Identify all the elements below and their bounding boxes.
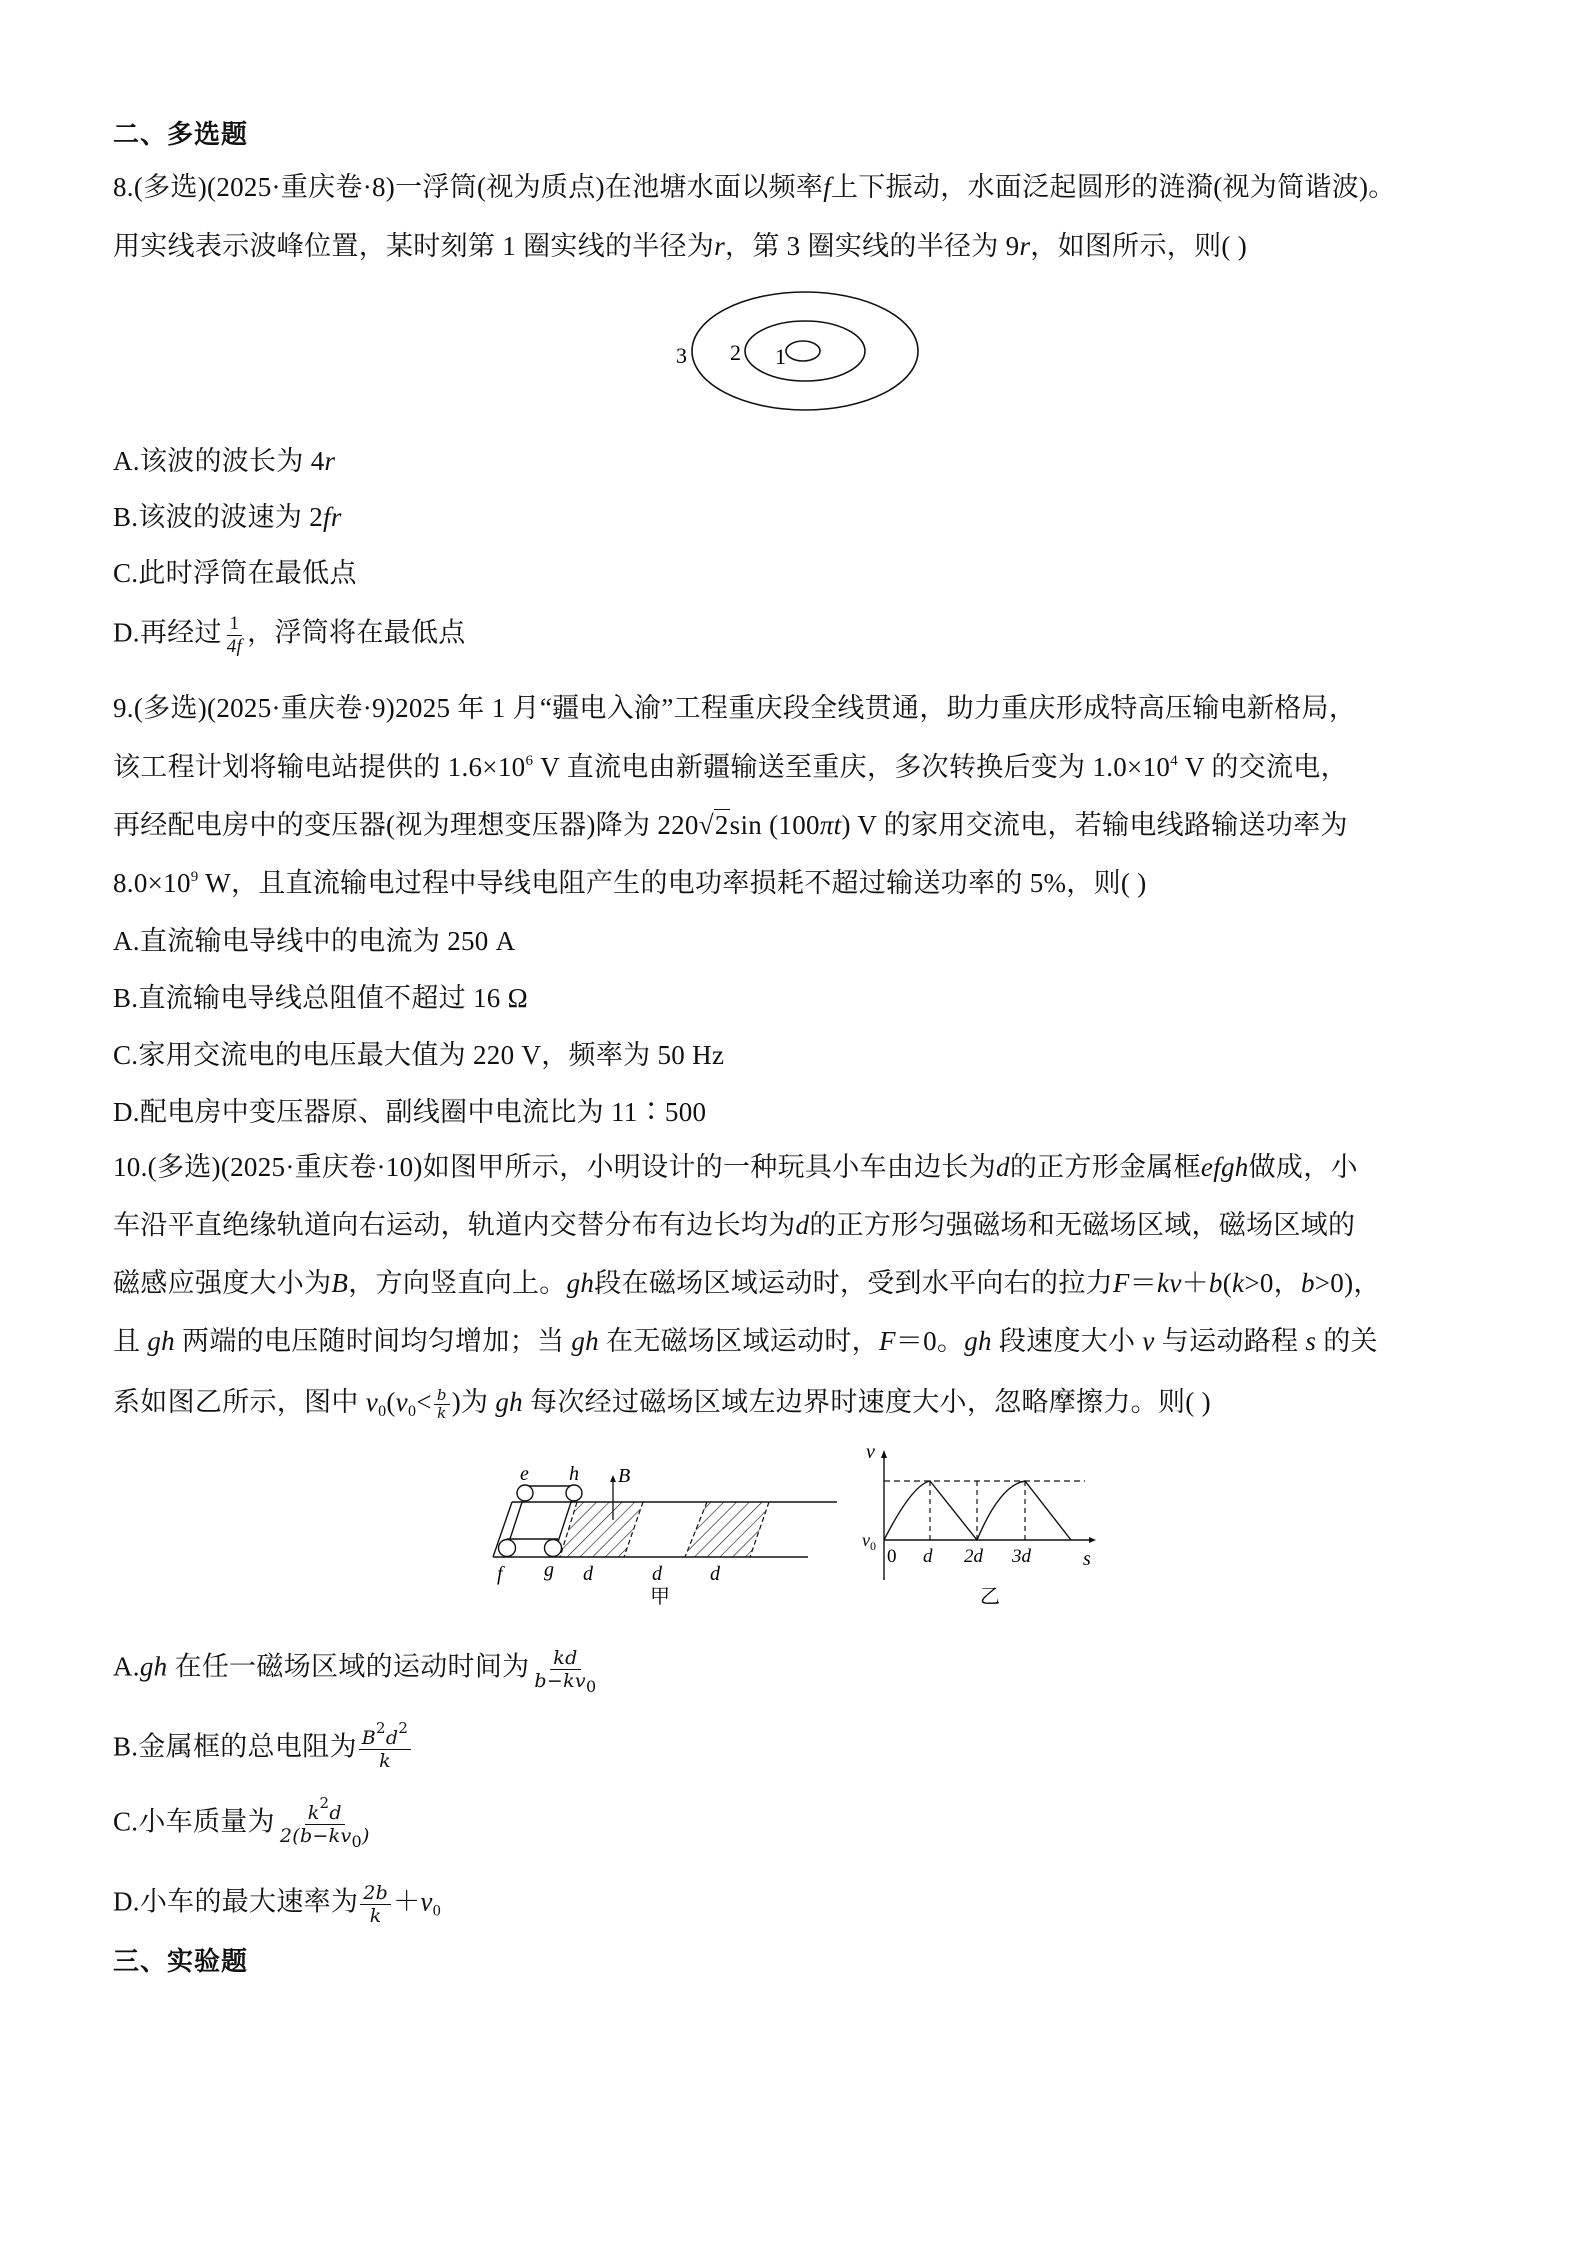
q10-text: >0)， (1314, 1268, 1381, 1298)
q8-text: ，第 3 圈实线的半径为 9 (725, 231, 1020, 261)
var-efgh: efgh (1200, 1152, 1249, 1182)
frac-numerator: 1 (227, 614, 243, 636)
var-gh: gh (139, 1651, 168, 1682)
radicand: 2 (714, 810, 729, 840)
option-text: A. (113, 1651, 140, 1682)
figure-caption-yi: 乙 (980, 1586, 1000, 1608)
svg-text:v: v (866, 1441, 875, 1463)
q8-text: 上下振动，水面泛起圆形的涟漪(视为简谐波)。 (831, 172, 1396, 202)
paren: ( (386, 1387, 396, 1417)
q10-text: 磁感应强度大小为 (113, 1268, 332, 1298)
q10-text: >0， (1244, 1268, 1301, 1298)
frac-var: B (361, 1727, 377, 1749)
fraction-b-over-k (434, 1388, 450, 1421)
plus: ＋ (1181, 1268, 1209, 1298)
q10-stem-line-3 (113, 1266, 1381, 1300)
q8-option-d[interactable] (113, 614, 466, 657)
exponent: 2 (376, 1719, 386, 1737)
option-text: 在任一磁场区域的运动时间为 (167, 1651, 530, 1682)
frac-denominator: 4f (226, 636, 243, 657)
q10-stem-line-1 (113, 1150, 1358, 1184)
q8-text: ，如图所示，则( ) (1030, 231, 1248, 261)
q10-text: ＝0。 (895, 1326, 965, 1356)
var-gh: gh (566, 1268, 595, 1298)
var-r: r (1019, 231, 1031, 261)
q10-text: 且 (113, 1326, 141, 1356)
frac-var: d (385, 1727, 399, 1749)
q10-option-d[interactable] (113, 1883, 441, 1926)
svg-text:2d: 2d (964, 1546, 983, 1567)
q10-text: 两端的电压随时间均匀增加；当 (182, 1326, 565, 1356)
q9-text: 再经配电房中的变压器(视为理想变压器)降为 220 (113, 810, 699, 840)
fraction-1-over-4f (224, 614, 245, 657)
section-heading-experiment: 三、实验题 (113, 1947, 249, 1977)
q9-text: V 的交流电， (1178, 752, 1348, 782)
magnetic-region-1 (560, 1502, 643, 1557)
figure-caption-jia: 甲 (650, 1586, 670, 1608)
q8-option-c[interactable] (113, 556, 357, 590)
var-v: v (1142, 1326, 1155, 1356)
option-text: ，浮筒将在最低点 (247, 617, 466, 648)
svg-text:d: d (710, 1563, 720, 1585)
ripple-label-2: 2 (730, 340, 741, 365)
q10-option-b[interactable] (113, 1719, 413, 1772)
var-kv: kv (1157, 1268, 1182, 1298)
option-text: C.小车质量为 (113, 1806, 275, 1837)
frac-denominator: k (369, 1905, 382, 1927)
var-v: v (365, 1387, 379, 1417)
var-gh: gh (147, 1326, 175, 1356)
q9-text: sin (100 (729, 810, 820, 840)
var-d: d (996, 1152, 1010, 1182)
exponent: 4 (1170, 753, 1178, 769)
frac-numerator: 2b (360, 1883, 391, 1905)
q10-text: 与运动路程 (1161, 1326, 1299, 1356)
q8-text: 8.(多选)(2025·重庆卷·8)一浮筒(视为质点)在池塘水面以频率 (113, 172, 824, 202)
subscript: 0 (432, 1902, 442, 1920)
wheel-e (517, 1485, 533, 1501)
q10-text: 的正方形金属框 (1009, 1152, 1201, 1182)
subscript: 0 (351, 1832, 362, 1851)
q8-option-b[interactable] (113, 500, 342, 534)
fraction-mass (277, 1794, 373, 1851)
equals: ＝ (1129, 1268, 1158, 1298)
q10-text: 段在磁场区域运动时，受到水平向右的拉力 (594, 1268, 1113, 1298)
q10-text: ，方向竖直向上。 (348, 1268, 567, 1298)
svg-text:e: e (520, 1463, 529, 1485)
var-r: r (324, 446, 336, 476)
q9-stem-line-3 (113, 808, 1348, 842)
q9-text: 8.0×10 (113, 868, 191, 898)
q8-option-a[interactable] (113, 444, 335, 478)
var-gh: gh (964, 1326, 992, 1356)
paren: ) (361, 1825, 370, 1847)
frac-var: k (307, 1802, 320, 1824)
frac-denominator: k (379, 1750, 391, 1772)
var-v: v (395, 1387, 408, 1417)
q9-option-c[interactable]: C.家用交流电的电压最大值为 220 V，频率为 50 Hz (113, 1040, 725, 1070)
fraction-time (531, 1647, 599, 1696)
q8-stem-line-1 (113, 170, 1396, 204)
var-fr: fr (323, 502, 342, 532)
svg-text:s: s (1083, 1548, 1091, 1570)
subscript: 0 (585, 1677, 597, 1696)
wheel-f (499, 1540, 516, 1557)
q10-text: 段速度大小 (998, 1326, 1136, 1356)
var-pi-t: πt (819, 810, 842, 840)
option-text: A.该波的波长为 4 (113, 446, 325, 476)
option-text: C.此时浮筒在最低点 (113, 558, 357, 588)
var-r: r (714, 231, 726, 261)
ripple-circle-2 (745, 321, 865, 381)
var-b: b (1300, 1268, 1315, 1298)
svg-text:B: B (618, 1465, 631, 1487)
ripple-circle-3 (692, 292, 918, 410)
velocity-distance-graph (860, 1440, 1120, 1620)
subscript: 0 (378, 1403, 387, 1420)
q10-text: 在无磁场区域运动时， (605, 1326, 879, 1356)
var-gh: gh (571, 1326, 599, 1356)
q9-option-a[interactable]: A.直流输电导线中的电流为 250 A (113, 926, 516, 956)
var-F: F (1112, 1268, 1130, 1298)
q9-option-d[interactable]: D.配电房中变压器原、副线圈中电流比为 11∶500 (113, 1097, 707, 1127)
svg-text:d: d (652, 1563, 662, 1585)
q10-text: 的正方形匀强磁场和无磁场区域，磁场区域的 (809, 1210, 1356, 1240)
q10-text: )为 (451, 1387, 489, 1417)
plus: ＋ (393, 1886, 421, 1917)
option-text: D.小车的最大速率为 (113, 1886, 359, 1917)
q8-text: 用实线表示波峰位置，某时刻第 1 圈实线的半径为 (113, 231, 715, 261)
frac-denominator: b−kv (534, 1670, 586, 1692)
q10-stem-line-5 (113, 1385, 1211, 1421)
ripple-circle-1 (786, 341, 820, 361)
option-text: D.再经过 (113, 617, 222, 648)
q10-stem-line-4 (113, 1324, 1378, 1358)
ripple-label-1: 1 (775, 344, 786, 369)
svg-text:f: f (497, 1563, 503, 1585)
exponent: 2 (398, 1719, 409, 1737)
wheel-g (545, 1540, 562, 1557)
svg-text:h: h (569, 1463, 579, 1485)
frac-var: d (329, 1802, 342, 1824)
q10-stem-line-2 (113, 1208, 1355, 1242)
frac-denominator: k (437, 1404, 447, 1423)
var-B: B (331, 1268, 349, 1298)
q9-text: W，且直流输电过程中导线电阻产生的电功率损耗不超过输送功率的 5%，则( ) (198, 868, 1147, 898)
var-s: s (1305, 1326, 1317, 1356)
exponent: 9 (190, 869, 199, 885)
q10-option-a[interactable] (113, 1647, 601, 1696)
q9-text: ) V 的家用交流电，若输电线路输送功率为 (841, 810, 1348, 840)
frac-denominator: 2(b−kv (279, 1825, 352, 1847)
svg-text:d: d (923, 1546, 933, 1567)
frac-numerator: b (434, 1388, 450, 1405)
svg-text:0: 0 (887, 1546, 897, 1567)
q9-stem-line-2 (113, 750, 1348, 784)
sqrt-symbol: √2 (698, 810, 729, 840)
less-than: < (416, 1387, 432, 1417)
ripple-label-3: 3 (676, 343, 687, 368)
q10-text: 系如图乙所示，图中 (113, 1387, 359, 1417)
q10-text: 的关 (1323, 1326, 1378, 1356)
var-gh: gh (495, 1387, 523, 1417)
subscript: 0 (407, 1403, 417, 1420)
q9-stem-line-4 (113, 866, 1147, 900)
q10-text: 做成，小 (1248, 1152, 1358, 1182)
svg-text:d: d (583, 1563, 593, 1585)
q9-option-b[interactable]: B.直流输电导线总阻值不超过 16 Ω (113, 983, 529, 1013)
var-b: b (1208, 1268, 1223, 1298)
q10-text: 10.(多选)(2025·重庆卷·10)如图甲所示，小明设计的一种玩具小车由边长为 (113, 1152, 996, 1182)
option-text: B.该波的波速为 2 (113, 502, 324, 532)
q9-text: V 直流电由新疆输送至重庆，多次转换后变为 1.0×10 (533, 752, 1171, 782)
magnetic-region-2 (685, 1502, 769, 1557)
var-f: f (823, 172, 831, 202)
var-k: k (1232, 1268, 1245, 1298)
var-d: d (795, 1210, 810, 1240)
fraction-2b-over-k (360, 1883, 391, 1926)
track-magnetic-field-figure (480, 1440, 860, 1620)
var-F: F (878, 1326, 896, 1356)
q9-text: 该工程计划将输电站提供的 1.6×10 (113, 752, 526, 782)
frac-numerator: kd (550, 1648, 580, 1670)
q10-text: 车沿平直绝缘轨道向右运动，轨道内交替分布有边长均为 (113, 1210, 796, 1240)
svg-text:3d: 3d (1012, 1546, 1031, 1567)
svg-text:v0: $v_0$ (862, 1530, 876, 1553)
fraction-resistance (359, 1719, 411, 1772)
wheel-h (566, 1485, 582, 1501)
exponent: 2 (319, 1794, 330, 1812)
var-v: v (420, 1886, 433, 1917)
q8-stem-line-2 (113, 229, 1247, 263)
paren: ( (1222, 1268, 1233, 1298)
section-heading-multiple-choice: 二、多选题 (113, 120, 249, 150)
q10-option-c[interactable] (113, 1794, 375, 1851)
q10-text: 每次经过磁场区域左边界时速度大小，忽略摩擦力。则( ) (530, 1387, 1211, 1417)
ripple-circles-figure (660, 285, 930, 415)
exponent: 6 (525, 753, 534, 769)
svg-text:g: g (544, 1559, 554, 1581)
option-text: B.金属框的总电阻为 (113, 1731, 357, 1762)
q9-stem-line-1: 9.(多选)(2025·重庆卷·9)2025 年 1 月“疆电入渝”工程重庆段全线贯通，助力重庆形成特高压输电新格局， (113, 693, 1357, 723)
